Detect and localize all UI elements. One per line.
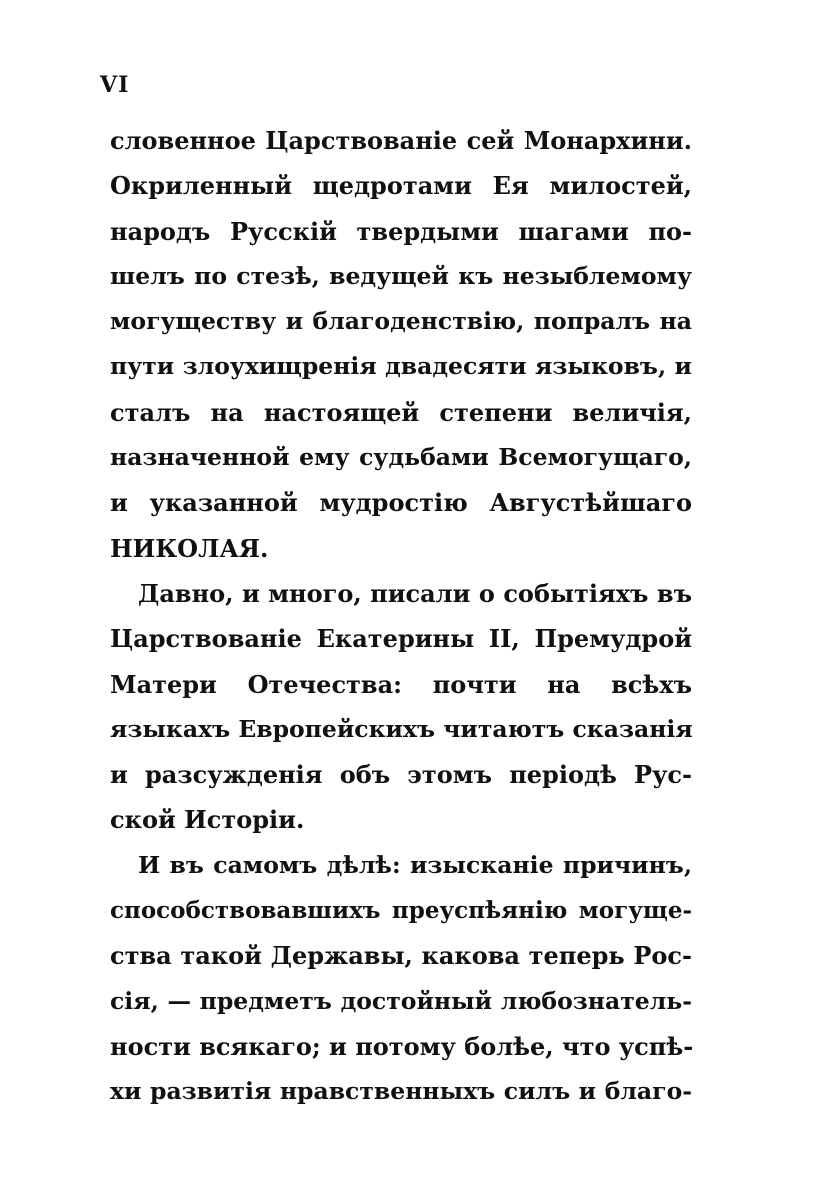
text-line: Давно, и много, писали о событіяхъ въ <box>138 578 692 608</box>
text-line: НИКОЛАЯ. <box>110 533 269 563</box>
text-line: пути злоухищренія двадесяти языковъ, и <box>110 352 692 381</box>
paragraph-1 <box>110 118 692 571</box>
text-line: ской Исторіи. <box>110 805 305 835</box>
text-line: сталъ на настоящей степени величія, <box>110 397 692 427</box>
text-line: и разсужденія объ этомъ періодѣ Рус- <box>110 760 692 790</box>
text-line: и указанной мудростію Августѣйшаго <box>110 488 692 518</box>
text-line: сія, — предметъ достойный любознатель- <box>110 986 692 1015</box>
text-line: Окриленный щедротами Ея милостей, <box>110 171 692 201</box>
text-line: шелъ по стезѣ, ведущей къ незыблемому <box>110 261 692 290</box>
body-text <box>110 118 692 1115</box>
text-line: Матери Отечества: почти на всѣхъ <box>110 669 692 699</box>
text-line: народъ Русскій твердыми шагами по- <box>110 216 692 246</box>
text-line: ности всякаго; и потому болѣе, что успѣ- <box>110 1031 694 1061</box>
text-line: языкахъ Европейскихъ читаютъ сказанія <box>110 714 693 743</box>
text-line: ства такой Державы, какова теперь Рос- <box>110 941 692 971</box>
paragraph-2 <box>110 571 692 843</box>
paragraph-3 <box>110 843 692 1115</box>
text-line: словенное Царствованіе сей Монархини. <box>110 126 692 155</box>
text-line: могуществу и благоденствію, попралъ на <box>110 307 692 336</box>
text-line: способствовавшихъ преуспѣянію могуще- <box>110 897 692 925</box>
text-line: Царствованіе Екатерины II, Премудрой <box>110 624 692 654</box>
text-line: назначенной ему судьбами Всемогущаго, <box>110 443 692 472</box>
text-line: хи развитія нравственныхъ силъ и благо- <box>110 1077 692 1106</box>
page-number: VI <box>100 72 130 98</box>
text-line: И въ самомъ дѣлѣ: изысканіе причинъ, <box>138 850 692 879</box>
